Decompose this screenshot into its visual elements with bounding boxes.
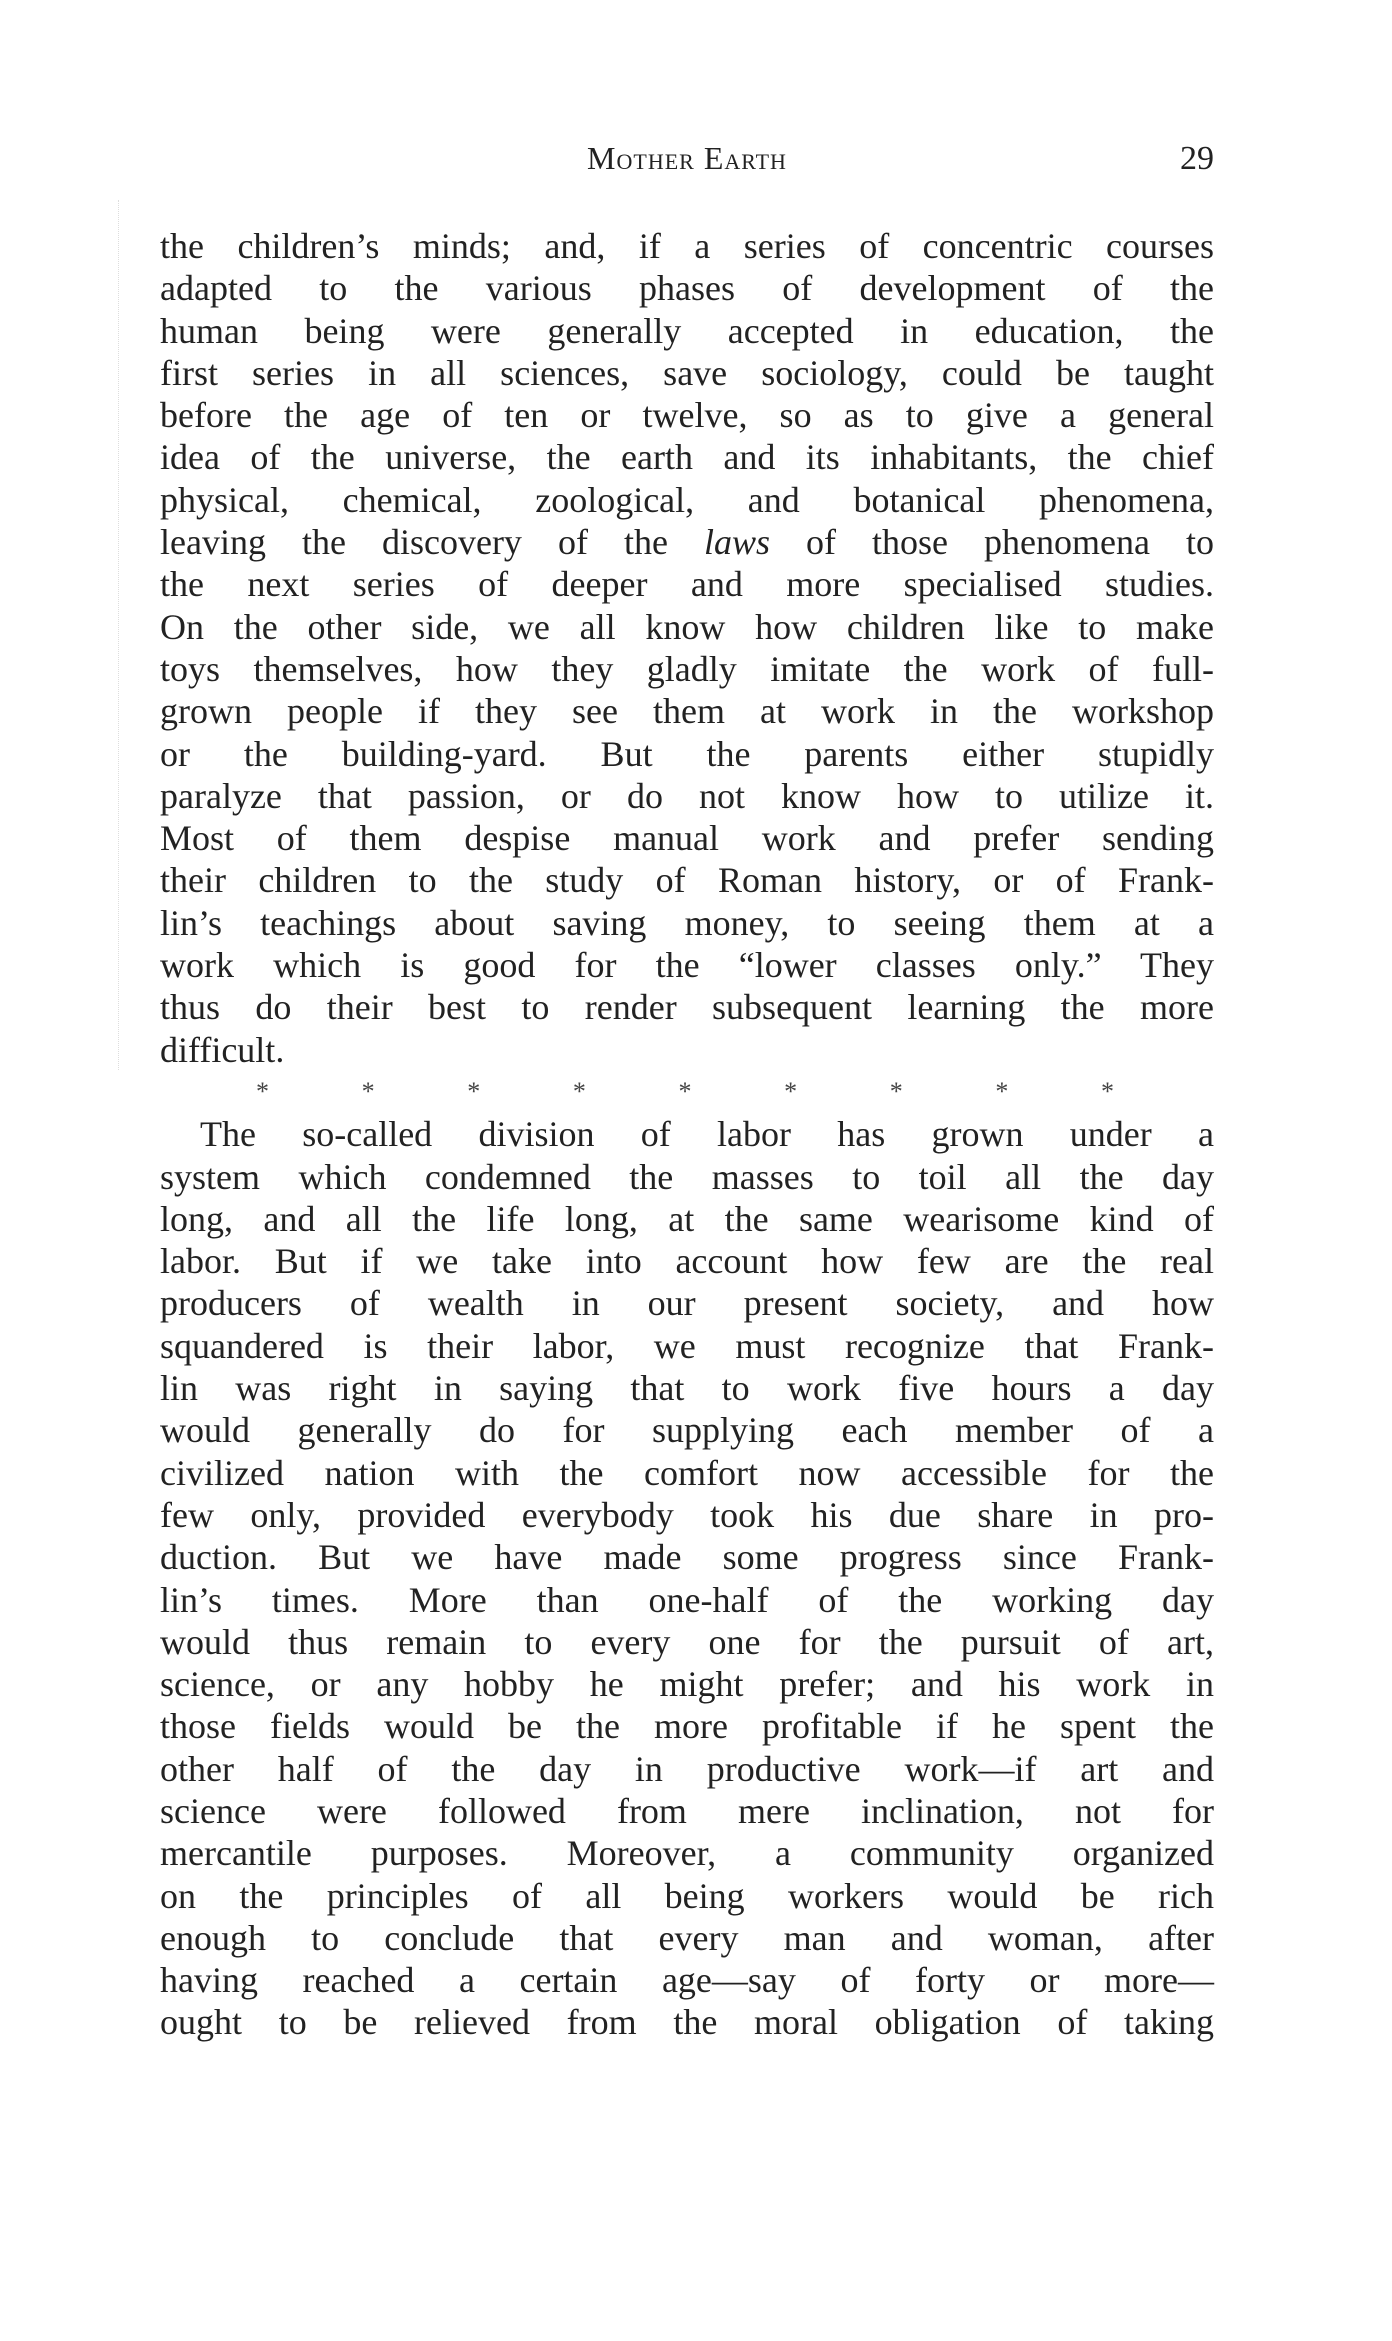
- text-line: squandered is their labor, we must recognize that Frank-: [160, 1325, 1214, 1366]
- text-line: first series in all sciences, save sociology, could be taught: [160, 352, 1214, 393]
- text-line: long, and all the life long, at the same wearisome kind of: [160, 1198, 1214, 1239]
- text-line: before the age of ten or twelve, so as to give a general: [160, 395, 1214, 436]
- text-line: science, or any hobby he might prefer; and his work in: [160, 1664, 1214, 1705]
- text-line: would thus remain to every one for the pursuit of art,: [160, 1621, 1214, 1662]
- page-body: [160, 225, 1214, 2044]
- page-header: [160, 140, 1214, 190]
- section-separator: [160, 1071, 1214, 1113]
- paragraph-1: [160, 225, 1214, 1071]
- text-line: the next series of deeper and more specialised studies.: [160, 564, 1214, 605]
- text-line: labor. But if we take into account how few are the real: [160, 1241, 1214, 1282]
- separator-star: *: [572, 1076, 586, 1106]
- text-line: mercantile purposes. Moreover, a community organized: [160, 1833, 1214, 1874]
- text-line: duction. But we have made some progress since Frank-: [160, 1537, 1214, 1578]
- text-line: would generally do for supplying each member of a: [160, 1410, 1214, 1451]
- text-line: lin’s times. More than one-half of the working day: [160, 1579, 1214, 1620]
- text-line: leaving the discovery of the laws of those phenomena to: [160, 522, 1214, 563]
- text-line: those fields would be the more profitable if he spent the: [160, 1706, 1214, 1747]
- text-line: idea of the universe, the earth and its inhabitants, the chief: [160, 437, 1214, 478]
- text-line: few only, provided everybody took his due share in pro-: [160, 1494, 1214, 1535]
- separator-star: *: [995, 1076, 1009, 1106]
- text-line: the children’s minds; and, if a series of concentric courses: [160, 226, 1214, 266]
- text-line: Most of them despise manual work and prefer sending: [160, 818, 1214, 859]
- text-line: difficult.: [160, 1029, 285, 1070]
- page-number: 29: [1180, 140, 1214, 177]
- text-line: other half of the day in productive work—if art and: [160, 1748, 1214, 1789]
- text-line: on the principles of all being workers would be rich: [160, 1875, 1214, 1916]
- text-line: human being were generally accepted in education, the: [160, 310, 1214, 351]
- text-line: having reached a certain age—say of forty or more—: [160, 1960, 1214, 2001]
- separator-star: *: [361, 1076, 375, 1106]
- text-line: physical, chemical, zoological, and botanical phenomena,: [160, 479, 1214, 520]
- text-line: paralyze that passion, or do not know how to utilize it.: [160, 775, 1214, 816]
- separator-star: *: [678, 1076, 692, 1106]
- text-line: science were followed from mere inclination, not for: [160, 1790, 1214, 1831]
- text-line: producers of wealth in our present society, and how: [160, 1283, 1214, 1324]
- separator-star: *: [1101, 1076, 1114, 1106]
- text-line: ought to be relieved from the moral obligation of taking: [160, 2002, 1214, 2043]
- text-line: The so-called division of labor has grown under a: [200, 1114, 1214, 1155]
- separator-star: *: [256, 1076, 269, 1106]
- text-line: work which is good for the “lower classes only.” They: [160, 945, 1214, 986]
- text-line: lin’s teachings about saving money, to seeing them at a: [160, 902, 1214, 943]
- text-line: thus do their best to render subsequent learning the more: [160, 987, 1214, 1028]
- text-line: On the other side, we all know how children like to make: [160, 606, 1214, 647]
- text-line: or the building-yard. But the parents either stupidly: [160, 733, 1214, 774]
- text-line: grown people if they see them at work in the workshop: [160, 691, 1214, 732]
- separator-star: *: [889, 1076, 903, 1106]
- paragraph-2: [160, 1113, 1214, 2044]
- text-line: system which condemned the masses to toil all the day: [160, 1156, 1214, 1197]
- separator-star: *: [784, 1076, 798, 1106]
- separator-star: *: [467, 1076, 481, 1106]
- text-line: enough to conclude that every man and woman, after: [160, 1917, 1214, 1958]
- running-title: Mother Earth: [587, 140, 787, 176]
- text-line: lin was right in saying that to work five hours a day: [160, 1368, 1214, 1409]
- text-line: adapted to the various phases of development of the: [160, 268, 1214, 309]
- text-line: toys themselves, how they gladly imitate the work of full-: [160, 648, 1214, 689]
- text-line: their children to the study of Roman history, or of Frank-: [160, 860, 1214, 901]
- text-line: civilized nation with the comfort now accessible for the: [160, 1452, 1214, 1493]
